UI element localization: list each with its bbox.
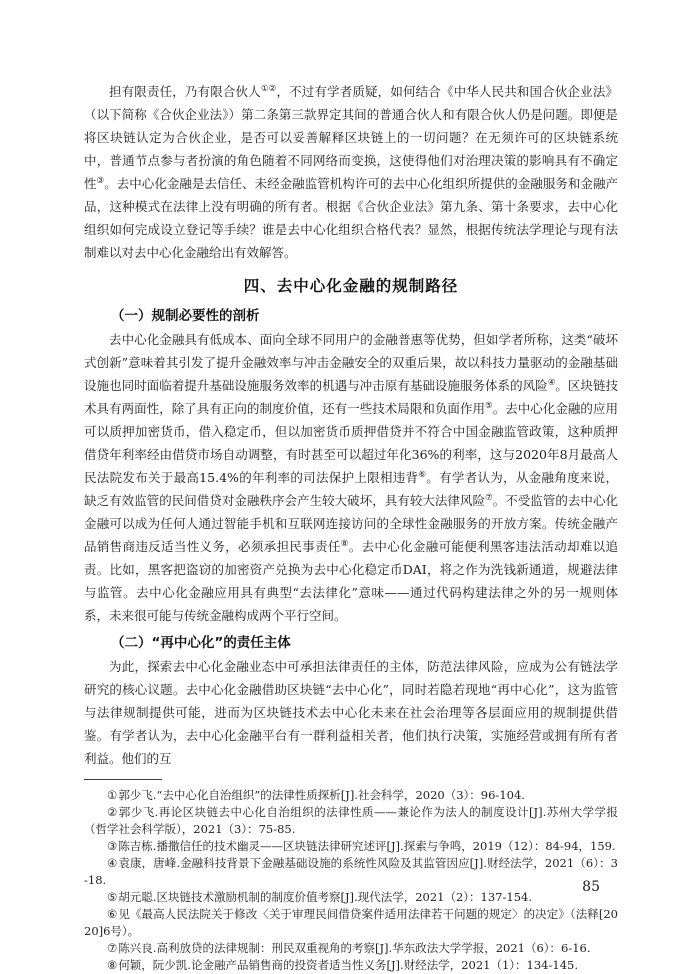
footnote-marker: ③ <box>107 839 118 853</box>
footnote-marker: ⑦ <box>107 941 118 955</box>
paragraph-partnership-question: 担有限责任，乃有限合伙人①②，不过有学者质疑，如何结合《中华人民共和国合伙企业法》（以下简称《合伙企业法》）第二条第三款界定其间的普通合伙人和有限合伙人仍是问题。即便是将区块链认定为合伙企业，是否可以妥善解释区块链上的一切问题？在无须许可的区块链系统中，普通节点参与者扮演的角色随着不同网络而变换，这使得他们对治理决策的影响具有不确定性③。去中心化金融是去信任、未经金融监管机构许可的去中心化组织所提供的金融服务和金融产品，这种模式在法律上没有明确的所有者。根据《合伙企业法》第九条、第十条要求，去中心化组织如何完成设立登记等手续？谁是去中心化组织合格代表？显然，根据传统法学理论与现有法制难以对去中心化金融给出有效解答。 <box>84 83 618 260</box>
footnote: ⑥见《最高人民法院关于修改〈关于审理民间借贷案件适用法律若干问题的规定〉的决定》（法释[2020]6号）。 <box>84 907 618 938</box>
footnote: ④袁康，唐峰.金融科技背景下金融基础设施的系统性风险及其监管因应[J].财经法学，2021（6）：3-18. <box>84 856 619 887</box>
footnote: ⑧何颖，阮少凯.论金融产品销售商的投资者适当性义务[J].财经法学，2021（1）：134-145. <box>107 958 578 972</box>
footnote: ⑦陈兴良.高利放贷的法律规制：刑民双重视角的考察[J].华东政法大学学报，2021（6）：6-16. <box>107 941 591 955</box>
footnotes <box>84 787 618 974</box>
footnote-marker: ⑤ <box>107 890 118 904</box>
footnote-ref: ③ <box>96 175 105 186</box>
footnote-ref: ④ <box>547 377 556 388</box>
subsection-heading-1: （一）规制必要性的剖析 <box>111 308 260 324</box>
footnote: ②郭少飞.再论区块链去中心化自治组织的法律性质——兼论作为法人的制度设计[J].苏州大学学报（哲学社会科学版），2021（3）：75-85. <box>84 805 619 836</box>
footnote-ref: ①② <box>260 83 277 94</box>
footnote-separator <box>84 779 162 780</box>
footnote-ref: ⑦ <box>485 492 493 503</box>
footnote-marker: ⑥ <box>107 907 118 921</box>
footnote: ⑤胡元聪.区块链技术激励机制的制度价值考察[J].现代法学，2021（2）：137-154. <box>107 890 532 904</box>
footnote: ①郭少飞.“去中心化自治组织”的法律性质探析[J].社会科学，2020（3）：96-104. <box>107 788 525 802</box>
footnote-marker: ④ <box>107 856 118 870</box>
footnote-ref: ⑥ <box>418 469 427 480</box>
page-number: 85 <box>582 879 600 895</box>
footnote-marker: ② <box>107 805 118 819</box>
section-heading: 四、去中心化金融的规制路径 <box>243 277 459 295</box>
text-block <box>84 80 618 974</box>
paragraph-recentralization: 为此，探索去中心化金融业态中可承担法律责任的主体，防范法律风险，应成为公有链法学研究的核心议题。去中心化金融借助区块链“去中心化”，同时若隐若现地“再中心化”，这为监管与法律规制提供可能，进而为区块链技术去中心化未来在社会治理等各层面应用的规制提供借鉴。有学者认为，去中心化金融平台有一群利益相关者，他们执行决策，实施经营或拥有所有者利益。他们的互 <box>84 659 618 766</box>
footnote-marker: ⑧ <box>107 958 118 972</box>
subsection-heading-2: （二）“再中心化”的责任主体 <box>111 635 291 651</box>
footnote-ref: ⑧ <box>340 538 349 549</box>
footnote-marker: ① <box>107 788 118 802</box>
paragraph-regulation-necessity: 去中心化金融具有低成本、面向全球不同用户的金融普惠等优势，但如学者所称，这类“破坏式创新”意味着其引发了提升金融效率与冲击金融安全的双重后果，故以科技力量驱动的金融基础设施也同时面临着提升基础设施服务效率的机遇与冲击原有基础设施服务体系的风险④。区块链技术具有两面性，除了具有正向的制度价值，还有一些技术局限和负面作用⑤。去中心化金融的应用可以质押加密货币，借入稳定币，但以加密货币质押借贷并不符合中国金融监管政策，这种质押借贷年利率经由借贷市场自动调整，有时甚至可以超过年化36%的利率，这与2020年8月最高人民法院发布关于最高15.4%的年利率的司法保护上限相违背⑥。有学者认为，从金融角度来说，缺乏有效监管的民间借贷对金融秩序会产生较大破坏，具有较大法律风险⑦。不受监管的去中心化金融可以成为任何人通过智能手机和互联网连接访问的全球性金融服务的开放方案。传统金融产品销售商违反适当性义务，必须承担民事责任⑧。去中心化金融可能便利黑客违法活动却难以追责。比如，黑客把盗窃的加密资产兑换为去中心化稳定币DAI，将之作为洗钱新通道，规避法律与监管。去中心化金融应用具有典型“去法律化”意味——通过代码构建法律之外的另一规则体系，未来很可能与传统金融构成两个平行空间。 <box>84 332 618 623</box>
footnote-ref: ⑤ <box>485 400 493 411</box>
footnote: ③陈吉栋.播撒信任的技术幽灵——区块链法律研究述评[J].探索与争鸣，2019（12）：84-94，159. <box>107 839 616 853</box>
